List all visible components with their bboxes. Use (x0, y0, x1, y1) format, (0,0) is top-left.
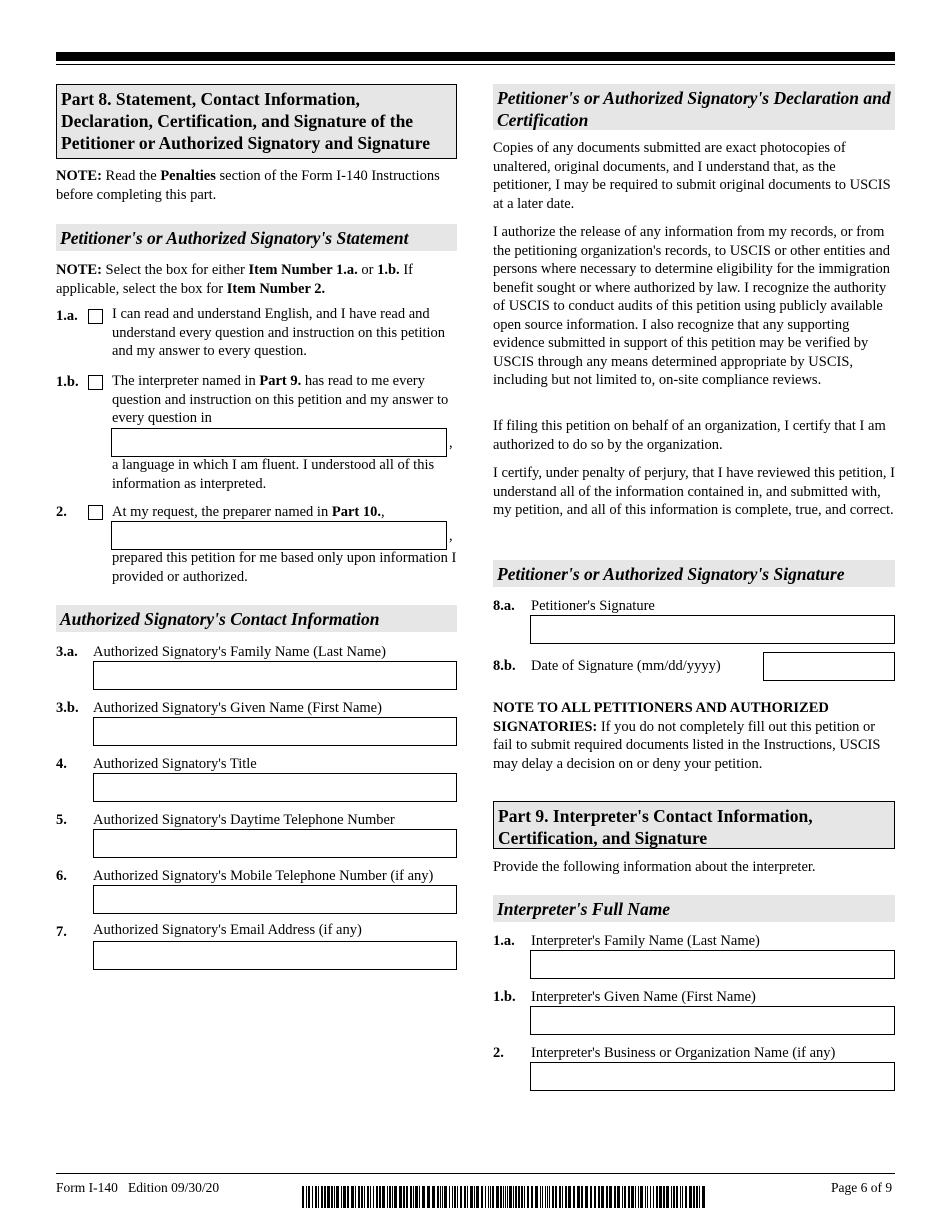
barcode-bar (452, 1186, 453, 1208)
item-2-preparer-input[interactable] (111, 521, 447, 550)
barcode-bar (379, 1186, 381, 1208)
barcode-bar (617, 1186, 620, 1208)
field-6-label: Authorized Signatory's Mobile Telephone Number (if any) (93, 868, 434, 884)
barcode-bar (496, 1186, 499, 1208)
barcode-bar (413, 1186, 414, 1208)
barcode-bar (419, 1186, 420, 1208)
barcode-bar (387, 1186, 388, 1208)
barcode-bar (460, 1186, 462, 1208)
petitioner-signature-field[interactable] (530, 615, 895, 644)
interpreter-organization-input[interactable] (530, 1062, 895, 1091)
interpreter-2-label: Interpreter's Business or Organization Name (if any) (531, 1045, 836, 1061)
barcode-bar (442, 1186, 443, 1208)
declaration-paragraph-4: I certify, under penalty of perjury, that I have reviewed this petition, I understand all of the information contained in, and submitted with, my petition, and all of this information is complete, true, and correct. (493, 465, 895, 518)
item-1b-number: 1.b. (56, 374, 79, 390)
field-3a-number: 3.a. (56, 644, 78, 660)
part9-heading: Part 9. Interpreter's Contact Information, Certification, and Signature (493, 801, 895, 849)
barcode-bar (364, 1186, 365, 1208)
barcode-bar (653, 1186, 654, 1208)
barcode-bar (403, 1186, 405, 1208)
barcode-bar (549, 1186, 550, 1208)
barcode-bar (663, 1186, 665, 1208)
barcode-bar (702, 1186, 705, 1208)
barcode-bar (302, 1186, 304, 1208)
item-8a-label: Petitioner's Signature (531, 598, 655, 614)
barcode-bar (518, 1186, 520, 1208)
barcode-bar (415, 1186, 418, 1208)
barcode-bar (488, 1186, 489, 1208)
barcode-bar (676, 1186, 678, 1208)
barcode-bar (474, 1186, 475, 1208)
barcode-bar (515, 1186, 517, 1208)
barcode-bar (693, 1186, 695, 1208)
barcode-bar (308, 1186, 310, 1208)
item-1b-comma: , (449, 435, 453, 451)
barcode-bar (559, 1186, 561, 1208)
barcode-bar (485, 1186, 486, 1208)
barcode-bar (685, 1186, 687, 1208)
barcode-bar (673, 1186, 675, 1208)
barcode-bar (437, 1186, 439, 1208)
field-5-number: 5. (56, 812, 67, 828)
barcode-bar (341, 1186, 342, 1208)
barcode-bar (367, 1186, 369, 1208)
interpreter-1a-number: 1.a. (493, 933, 515, 949)
barcode-bar (565, 1186, 567, 1208)
barcode-bar (370, 1186, 371, 1208)
signatory-family-name-input[interactable] (93, 661, 457, 690)
barcode-bar (306, 1186, 307, 1208)
barcode-bar (392, 1186, 393, 1208)
footer-page-number: Page 6 of 9 (831, 1180, 893, 1195)
barcode-bar (422, 1186, 425, 1208)
barcode-bar (535, 1186, 538, 1208)
statement-note: NOTE: Select the box for either Item Number 1.a. or 1.b. If applicable, select the box for Item Number 2. (56, 262, 413, 297)
field-6-number: 6. (56, 868, 67, 884)
barcode-bar (540, 1186, 541, 1208)
barcode-bar (647, 1186, 648, 1208)
barcode-bar (645, 1186, 646, 1208)
interpreter-given-name-input[interactable] (530, 1006, 895, 1035)
barcode-bar (358, 1186, 360, 1208)
barcode-bar (355, 1186, 356, 1208)
barcode-bar (666, 1186, 669, 1208)
barcode-bar (594, 1186, 596, 1208)
barcode-bar (656, 1186, 658, 1208)
barcode-bar (503, 1186, 504, 1208)
barcode-bar (470, 1186, 473, 1208)
interpreter-1a-label: Interpreter's Family Name (Last Name) (531, 933, 760, 949)
barcode-bar (324, 1186, 326, 1208)
barcode-bar (562, 1186, 563, 1208)
barcode-bar (689, 1186, 692, 1208)
contact-heading: Authorized Signatory's Contact Information (56, 605, 457, 632)
barcode-bar (680, 1186, 681, 1208)
barcode-bar (394, 1186, 397, 1208)
barcode-bar (373, 1186, 374, 1208)
part8-note: NOTE: Read the Penalties section of the Form I-140 Instructions before completing this part. (56, 168, 440, 203)
item-2-text: At my request, the preparer named in Part 10., (112, 504, 385, 520)
barcode-bar (590, 1186, 592, 1208)
field-7-number: 7. (56, 924, 67, 940)
declaration-paragraph-1: Copies of any documents submitted are exact photocopies of unaltered, original documents, and I understand that, as the petitioner, I may be required to submit original documents to USCIS at a later date. (493, 140, 891, 212)
item-1b-language-input[interactable] (111, 428, 447, 457)
item-1b-after-text: a language in which I am fluent. I understood all of this information as interpreted. (112, 457, 435, 492)
field-3b-number: 3.b. (56, 700, 79, 716)
barcode-bar (568, 1186, 571, 1208)
statement-heading: Petitioner's or Authorized Signatory's Statement (56, 224, 457, 251)
item-2-comma: , (449, 528, 453, 544)
barcode-bar (427, 1186, 430, 1208)
barcode-bar (650, 1186, 651, 1208)
item-1a-number: 1.a. (56, 308, 78, 324)
signature-date-input[interactable] (763, 652, 895, 681)
field-3a-label: Authorized Signatory's Family Name (Last Name) (93, 644, 386, 660)
barcode-bar (577, 1186, 580, 1208)
signatory-email-input[interactable] (93, 941, 457, 970)
barcode-bar (531, 1186, 533, 1208)
barcode-bar (628, 1186, 630, 1208)
declaration-paragraph-2: I authorize the release of any information from my records, or from the petitioning organization's records, to USCIS or other entities and persons where necessary to determine eligibility for the immigration benefit sought or where authorized by law. I recognize the authority of USCIS to conduct audits of this petition using publicly available open source information. I also recognize that any supporting evidence submitted in support of this petition may be verified by USCIS through any means determined appropriate by USCIS, including but not limited to, on-site compliance reviews. (493, 224, 891, 388)
interpreter-2-number: 2. (493, 1045, 504, 1061)
barcode-bar (351, 1186, 354, 1208)
barcode-bar (464, 1186, 466, 1208)
barcode-bar (334, 1186, 335, 1208)
field-3b-label: Authorized Signatory's Given Name (First Name) (93, 700, 382, 716)
item-2-checkbox[interactable] (88, 505, 103, 520)
barcode-bar (513, 1186, 514, 1208)
barcode-bar (312, 1186, 313, 1208)
barcode-bar (500, 1186, 502, 1208)
barcode-bar (481, 1186, 483, 1208)
top-rule-thick (56, 52, 895, 61)
barcode-bar (585, 1186, 588, 1208)
barcode-bar (382, 1186, 385, 1208)
barcode-bar (555, 1186, 557, 1208)
item-2-number: 2. (56, 504, 67, 520)
interpreter-family-name-input[interactable] (530, 950, 895, 979)
barcode-bar (581, 1186, 583, 1208)
barcode-bar (659, 1186, 662, 1208)
barcode-bar (432, 1186, 435, 1208)
barcode-bar (671, 1186, 672, 1208)
signature-heading: Petitioner's or Authorized Signatory's Signature (493, 560, 895, 587)
barcode-bar (315, 1186, 317, 1208)
barcode-bar (327, 1186, 330, 1208)
signature-note: NOTE TO ALL PETITIONERS AND AUTHORIZED SIGNATORIES: If you do not completely fill out this petition or fail to submit required documents listed in the Instructions, USCIS may delay a decision on or deny your petition. (493, 700, 881, 772)
barcode-bar (638, 1186, 639, 1208)
barcode-bar (521, 1186, 523, 1208)
item-8b-number: 8.b. (493, 658, 516, 674)
barcode-bar (601, 1186, 604, 1208)
interpreter-name-heading: Interpreter's Full Name (493, 895, 895, 922)
barcode-bar (361, 1186, 363, 1208)
barcode-bar (444, 1186, 447, 1208)
part9-intro: Provide the following information about the interpreter. (493, 859, 816, 875)
barcode-bar (331, 1186, 333, 1208)
signatory-given-name-input[interactable] (93, 717, 457, 746)
barcode-bar (318, 1186, 319, 1208)
barcode-bar (635, 1186, 636, 1208)
barcode-bar (552, 1186, 554, 1208)
barcode-bar (631, 1186, 634, 1208)
signatory-title-input[interactable] (93, 773, 457, 802)
barcode-bar (376, 1186, 378, 1208)
barcode-bar (399, 1186, 402, 1208)
item-1a-text: I can read and understand English, and I have read and understand every question and instruction on this petition and my answer to every question. (112, 306, 446, 359)
barcode-bar (389, 1186, 391, 1208)
barcode-image (302, 1186, 710, 1208)
barcode-bar (545, 1186, 546, 1208)
barcode-bar (624, 1186, 626, 1208)
footer-form-edition: Form I-140 Edition 09/30/20 (56, 1180, 220, 1195)
barcode-bar (336, 1186, 339, 1208)
barcode-bar (614, 1186, 616, 1208)
field-4-number: 4. (56, 756, 67, 772)
barcode-bar (406, 1186, 408, 1208)
barcode-bar (449, 1186, 450, 1208)
item-2-after-text: prepared this petition for me based only upon information I provided or authorized. (112, 550, 457, 585)
barcode-bar (467, 1186, 468, 1208)
barcode-bar (609, 1186, 612, 1208)
barcode-bar (454, 1186, 456, 1208)
part8-heading: Part 8. Statement, Contact Information, Declaration, Certification, and Signature of the Petitioner or Authorized Signatory and Signature (56, 84, 457, 159)
barcode-bar (347, 1186, 349, 1208)
barcode-bar (622, 1186, 623, 1208)
barcode-bar (573, 1186, 575, 1208)
barcode-bar (440, 1186, 441, 1208)
barcode-bar (527, 1186, 529, 1208)
barcode-bar (699, 1186, 700, 1208)
field-5-label: Authorized Signatory's Daytime Telephone Number (93, 812, 395, 828)
barcode-bar (490, 1186, 491, 1208)
barcode-bar (542, 1186, 543, 1208)
barcode-bar (547, 1186, 548, 1208)
item-1b-text: The interpreter named in Part 9. has read to me every question and instruction on this petition and my answer to every question in (112, 373, 449, 426)
field-4-label: Authorized Signatory's Title (93, 756, 257, 772)
footer-rule (56, 1173, 895, 1174)
barcode-bar (598, 1186, 600, 1208)
barcode-bar (606, 1186, 608, 1208)
item-1a-checkbox[interactable] (88, 309, 103, 324)
interpreter-1b-number: 1.b. (493, 989, 516, 1005)
top-rule-thin (56, 64, 895, 65)
item-1b-checkbox[interactable] (88, 375, 103, 390)
declaration-paragraph-3: If filing this petition on behalf of an organization, I certify that I am authorized to do so by the organization. (493, 418, 886, 453)
barcode-bar (410, 1186, 412, 1208)
barcode-bar (696, 1186, 698, 1208)
signatory-mobile-phone-input[interactable] (93, 885, 457, 914)
barcode-bar (524, 1186, 525, 1208)
barcode-bar (476, 1186, 479, 1208)
barcode-bar (343, 1186, 346, 1208)
declaration-heading: Petitioner's or Authorized Signatory's Declaration and Certification (493, 84, 895, 130)
signatory-daytime-phone-input[interactable] (93, 829, 457, 858)
barcode-bar (507, 1186, 508, 1208)
barcode-bar (457, 1186, 458, 1208)
item-8b-label: Date of Signature (mm/dd/yyyy) (531, 658, 721, 674)
item-8a-number: 8.a. (493, 598, 515, 614)
barcode-bar (640, 1186, 643, 1208)
barcode-bar (505, 1186, 506, 1208)
barcode-bar (509, 1186, 512, 1208)
barcode-bar (682, 1186, 683, 1208)
interpreter-1b-label: Interpreter's Given Name (First Name) (531, 989, 756, 1005)
barcode-bar (321, 1186, 323, 1208)
field-7-label: Authorized Signatory's Email Address (if any) (93, 922, 362, 938)
barcode-bar (492, 1186, 494, 1208)
